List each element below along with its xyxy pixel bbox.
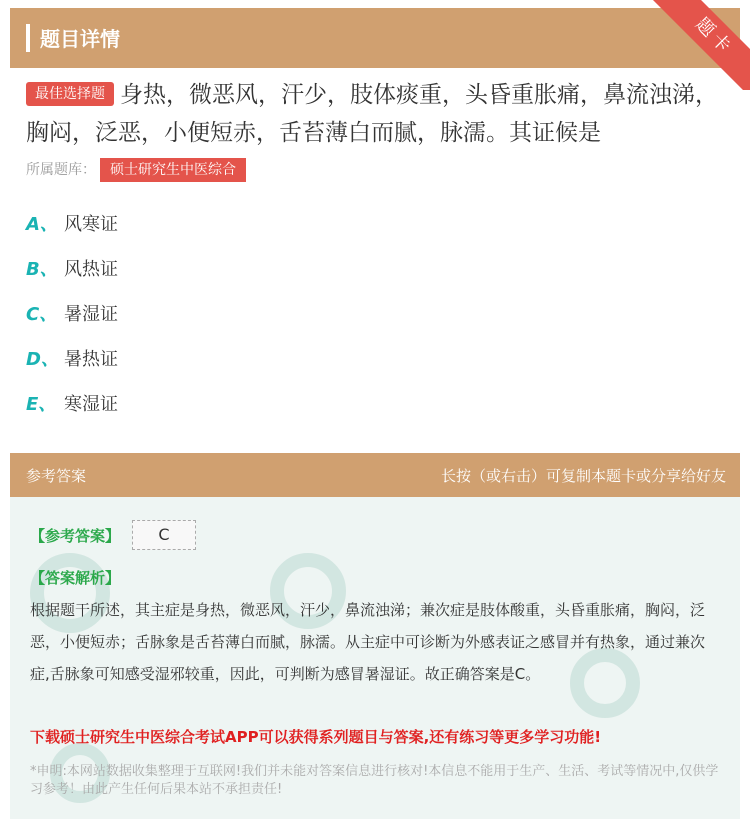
answer-header (10, 453, 740, 497)
question-type-badge: 最佳选择题 (26, 82, 114, 106)
option-text: 暑热证 (64, 349, 118, 370)
option-text: 寒湿证 (64, 394, 118, 415)
source-label: 所属题库： (26, 162, 96, 178)
option-text: 风寒证 (64, 214, 118, 235)
disclaimer-text: *申明:本网站数据收集整理于互联网!我们并未能对答案信息进行核对!本信息不能用于生产、生活、考试等情况中,仅供学习参考！由此产生任何后果本站不承担责任! (30, 764, 719, 797)
app-promo-link[interactable]: 下载硕士研究生中医综合考试APP可以获得系列题目与答案,还有练习等更多学习功能! (30, 728, 602, 746)
option-a[interactable] (26, 210, 118, 255)
option-letter: B、 (26, 259, 58, 280)
option-e[interactable] (26, 390, 118, 435)
option-letter: C、 (26, 304, 58, 325)
explanation-text: 根据题干所述，其主症是身热，微恶风，汗少，鼻流浊涕；兼次症是肢体酸重，头昏重胀痛，胸闷，泛恶，小便短赤；舌脉象是舌苔薄白而腻，脉濡。从主症中可诊断为外感表证之感冒并有热象，通过兼次症,舌脉象可知感受湿邪较重，因此，可判断为感冒暑湿证。故正确答案是C。 (30, 601, 706, 683)
header-accent-bar (26, 24, 30, 52)
option-c[interactable] (26, 300, 118, 345)
options-list (26, 210, 118, 435)
option-letter: E、 (26, 394, 57, 415)
option-d[interactable] (26, 345, 118, 390)
corner-badge: 题卡 (645, 0, 750, 90)
option-text: 风热证 (64, 259, 118, 280)
question-source (26, 158, 246, 182)
source-badge[interactable]: 硕士研究生中医综合 (100, 158, 246, 182)
answer-header-hint: 长按（或右击）可复制本题卡或分享给好友 (440, 467, 726, 485)
answer-panel (10, 453, 740, 819)
explanation-label: 【答案解析】 (30, 569, 121, 587)
page-header (10, 8, 740, 68)
page-title: 题目详情 (40, 27, 120, 51)
option-letter: D、 (26, 349, 59, 370)
question-text: 身热，微恶风，汗少，肢体痰重，头昏重胀痛，鼻流浊涕，胸闷，泛恶，小便短赤，舌苔薄白而腻，脉濡。其证候是 (26, 82, 718, 146)
option-letter: A、 (26, 214, 58, 235)
option-text: 暑湿证 (64, 304, 118, 325)
answer-header-title: 参考答案 (26, 467, 87, 485)
answer-value[interactable]: C (132, 520, 196, 550)
option-b[interactable] (26, 255, 118, 300)
question-stem (26, 76, 726, 152)
answer-label: 【参考答案】 (30, 527, 121, 545)
